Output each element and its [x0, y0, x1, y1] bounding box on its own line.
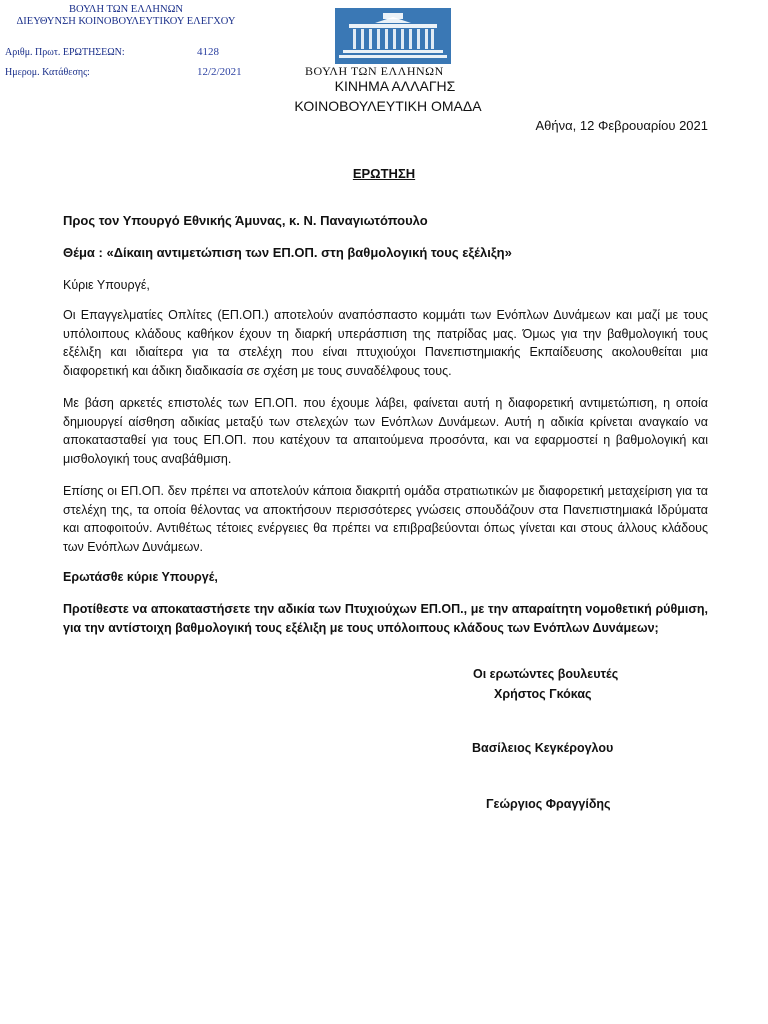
- signatory-name: Γεώργιος Φραγγίδης: [486, 797, 611, 811]
- question-text: Προτίθεστε να αποκαταστήσετε την αδικία των Πτυχιούχων ΕΠ.ΟΠ., με την απαραίτητη νομοθετική ρύθμιση, για την αντίστοιχη βαθμολογική τους εξέλιξη με τους υπόλοιπους κλάδους των Ενόπλων Δυνάμεων;: [63, 602, 708, 635]
- stamp-org-line2: ΔΙΕΥΘΥΝΣΗ ΚΟΙΝΟΒΟΥΛΕΥΤΙΚΟΥ ΕΛΕΓΧΟΥ: [16, 16, 236, 27]
- signatures-heading: Οι ερωτώντες βουλευτές: [473, 667, 619, 681]
- addressee: Προς τον Υπουργό Εθνικής Άμυνας, κ. Ν. Παναγιωτόπουλο: [63, 213, 428, 228]
- body-paragraph-2: Με βάση αρκετές επιστολές των ΕΠ.ΟΠ. που έχουμε λάβει, φαίνεται αυτή η διαφορετική αντιμετώπιση, η οποία δημιουργεί αίσθηση αδικίας μεταξύ των στελεχών των Ενόπλων Δυνάμεων. Αυτή η αδικία κρίνεται αναγκαίο να αποκατασταθεί για τους ΕΠ.ΟΠ. που κατέχουν τα απαιτούμενα προσόντα, και να εφαρμοστεί η βαθμολογική και μισθολογική τους αναβάθμιση.: [63, 396, 708, 466]
- logo-caption: ΒΟΥΛΗ ΤΩΝ ΕΛΛΗΝΩΝ: [305, 64, 444, 78]
- body-paragraph-3: Επίσης οι ΕΠ.ΟΠ. δεν πρέπει να αποτελούν κάποια διακριτή ομάδα στρατιωτικών με διαφορετική μεταχείριση για τα στελέχη της, τα οποία θέλοντας να αποκτήσουν περισσότερες γνώσεις σπουδάζουν στα Πανεπιστημιακά Ιδρύματα και αποφοιτούν. Αντιθέτως τέτοιες ενέργειες θα πρέπει να επιβραβεύονται όπως γίνεται και στους άλλους κλάδους των Ενόπλων Δυνάμεων.: [63, 484, 708, 554]
- document-date: Αθήνα, 12 Φεβρουαρίου 2021: [535, 118, 708, 133]
- protocol-number-label: Αριθμ. Πρωτ. ΕΡΩΤΗΣΕΩΝ:: [5, 47, 125, 58]
- stamp-organization: [10, 4, 242, 28]
- filing-date-value: 12/2/2021: [197, 66, 242, 78]
- subject-line: Θέμα : «Δίκαιη αντιμετώπιση των ΕΠ.ΟΠ. στη βαθμολογική τους εξέλιξη»: [63, 245, 512, 260]
- document-title: ΕΡΩΤΗΣΗ: [352, 166, 416, 181]
- protocol-number-value: 4128: [197, 46, 219, 58]
- signatory-name: Χρήστος Γκόκας: [494, 687, 592, 701]
- filing-date-label: Ημερομ. Κατάθεσης:: [5, 67, 90, 78]
- party-name: ΚΙΝΗΜΑ ΑΛΛΑΓΗΣ: [334, 78, 456, 94]
- parliament-logo-icon: [335, 8, 451, 64]
- salutation: Κύριε Υπουργέ,: [63, 278, 150, 292]
- question-intro: Ερωτάσθε κύριε Υπουργέ,: [63, 570, 218, 584]
- stamp-org-line1: ΒΟΥΛΗ ΤΩΝ ΕΛΛΗΝΩΝ: [69, 4, 183, 15]
- party-group: ΚΟΙΝΟΒΟΥΛΕΥΤΙΚΗ ΟΜΑΔΑ: [294, 98, 482, 114]
- body-paragraph-1: Οι Επαγγελματίες Οπλίτες (ΕΠ.ΟΠ.) αποτελούν αναπόσπαστο κομμάτι των Ενόπλων Δυνάμεων και μαζί με τους υπόλοιπους κλάδους καθήκον έχουν τη διαρκή υπεράσπιση της πατρίδας μας. Όμως για την βαθμολογική τους εξέλιξη και ιδιαίτερα για τα στελέχη που είναι πτυχιούχοι Πανεπιστημιακής Εκπαίδευσης ακολουθείται μια διαφορετική και άδικη διαδικασία σε σχέση με τους συναδέλφους τους.: [63, 308, 708, 378]
- signatory-name: Βασίλειος Κεγκέρογλου: [472, 741, 614, 755]
